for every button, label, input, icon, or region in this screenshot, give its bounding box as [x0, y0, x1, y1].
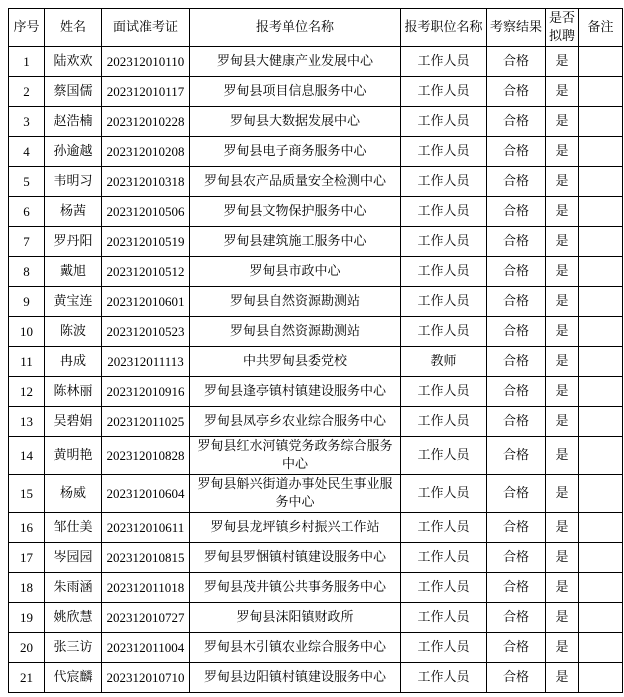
cell-unit: 罗甸县文物保护服务中心 [190, 197, 401, 227]
cell-note [579, 573, 623, 603]
cell-result: 合格 [487, 633, 546, 663]
table-row [9, 603, 623, 633]
cell-hire: 是 [546, 257, 579, 287]
cell-unit: 罗甸县凤亭乡农业综合服务中心 [190, 407, 401, 437]
cell-unit: 罗甸县边阳镇村镇建设服务中心 [190, 663, 401, 693]
cell-result: 合格 [487, 47, 546, 77]
cell-name: 姚欣慧 [45, 603, 102, 633]
cell-note [579, 107, 623, 137]
table-row [9, 347, 623, 377]
cell-no: 19 [9, 603, 45, 633]
table-row [9, 573, 623, 603]
table-body [9, 47, 623, 693]
cell-note [579, 197, 623, 227]
cell-name: 黄明艳 [45, 437, 102, 475]
cell-unit: 罗甸县龙坪镇乡村振兴工作站 [190, 513, 401, 543]
table-row [9, 47, 623, 77]
table-row [9, 287, 623, 317]
cell-result: 合格 [487, 107, 546, 137]
cell-ticket: 202312010519 [102, 227, 190, 257]
cell-note [579, 287, 623, 317]
cell-note [579, 603, 623, 633]
table-row [9, 257, 623, 287]
table-row [9, 663, 623, 693]
cell-position: 工作人员 [401, 77, 487, 107]
cell-no: 15 [9, 475, 45, 513]
table-row [9, 377, 623, 407]
cell-position: 工作人员 [401, 287, 487, 317]
cell-ticket: 202312010523 [102, 317, 190, 347]
cell-position: 工作人员 [401, 197, 487, 227]
cell-result: 合格 [487, 137, 546, 167]
cell-ticket: 202312011113 [102, 347, 190, 377]
cell-no: 9 [9, 287, 45, 317]
cell-unit: 罗甸县自然资源勘测站 [190, 317, 401, 347]
cell-name: 陆欢欢 [45, 47, 102, 77]
cell-name: 黄宝连 [45, 287, 102, 317]
cell-ticket: 202312010318 [102, 167, 190, 197]
cell-ticket: 202312010604 [102, 475, 190, 513]
column-header-name: 姓名 [45, 9, 102, 47]
table-row [9, 197, 623, 227]
cell-position: 工作人员 [401, 603, 487, 633]
cell-note [579, 347, 623, 377]
cell-result: 合格 [487, 407, 546, 437]
cell-unit: 中共罗甸县委党校 [190, 347, 401, 377]
cell-name: 冉成 [45, 347, 102, 377]
cell-no: 21 [9, 663, 45, 693]
table-row [9, 167, 623, 197]
cell-ticket: 202312010828 [102, 437, 190, 475]
cell-result: 合格 [487, 513, 546, 543]
cell-hire: 是 [546, 377, 579, 407]
cell-ticket: 202312011018 [102, 573, 190, 603]
cell-unit: 罗甸县电子商务服务中心 [190, 137, 401, 167]
table-row [9, 107, 623, 137]
cell-note [579, 543, 623, 573]
header-row [9, 9, 623, 47]
candidates-results-table [8, 8, 623, 693]
cell-hire: 是 [546, 47, 579, 77]
cell-name: 陈林丽 [45, 377, 102, 407]
cell-position: 工作人员 [401, 227, 487, 257]
cell-result: 合格 [487, 317, 546, 347]
cell-hire: 是 [546, 603, 579, 633]
table-row [9, 513, 623, 543]
cell-ticket: 202312010228 [102, 107, 190, 137]
cell-no: 10 [9, 317, 45, 347]
cell-hire: 是 [546, 317, 579, 347]
cell-note [579, 137, 623, 167]
cell-unit: 罗甸县市政中心 [190, 257, 401, 287]
cell-unit: 罗甸县沫阳镇财政所 [190, 603, 401, 633]
cell-ticket: 202312011025 [102, 407, 190, 437]
cell-unit: 罗甸县大数据发展中心 [190, 107, 401, 137]
cell-no: 16 [9, 513, 45, 543]
cell-no: 11 [9, 347, 45, 377]
column-header-hire: 是否拟聘 [546, 9, 579, 47]
cell-result: 合格 [487, 257, 546, 287]
cell-result: 合格 [487, 377, 546, 407]
cell-hire: 是 [546, 407, 579, 437]
cell-ticket: 202312010208 [102, 137, 190, 167]
cell-position: 工作人员 [401, 475, 487, 513]
cell-position: 工作人员 [401, 137, 487, 167]
cell-ticket: 202312010710 [102, 663, 190, 693]
cell-ticket: 202312010110 [102, 47, 190, 77]
cell-no: 1 [9, 47, 45, 77]
cell-note [579, 257, 623, 287]
cell-note [579, 407, 623, 437]
cell-position: 工作人员 [401, 513, 487, 543]
cell-name: 杨茜 [45, 197, 102, 227]
column-header-position: 报考职位名称 [401, 9, 487, 47]
cell-hire: 是 [546, 437, 579, 475]
cell-name: 代宸麟 [45, 663, 102, 693]
cell-no: 14 [9, 437, 45, 475]
cell-no: 6 [9, 197, 45, 227]
cell-hire: 是 [546, 137, 579, 167]
cell-note [579, 77, 623, 107]
cell-unit: 罗甸县自然资源勘测站 [190, 287, 401, 317]
cell-ticket: 202312010117 [102, 77, 190, 107]
cell-position: 教师 [401, 347, 487, 377]
column-header-ticket: 面试准考证 [102, 9, 190, 47]
cell-position: 工作人员 [401, 167, 487, 197]
cell-unit: 罗甸县建筑施工服务中心 [190, 227, 401, 257]
cell-no: 17 [9, 543, 45, 573]
table-row [9, 475, 623, 513]
cell-note [579, 633, 623, 663]
cell-hire: 是 [546, 573, 579, 603]
column-header-unit: 报考单位名称 [190, 9, 401, 47]
cell-name: 赵浩楠 [45, 107, 102, 137]
cell-position: 工作人员 [401, 377, 487, 407]
cell-name: 岑园园 [45, 543, 102, 573]
cell-unit: 罗甸县茂井镇公共事务服务中心 [190, 573, 401, 603]
table-row [9, 407, 623, 437]
cell-result: 合格 [487, 475, 546, 513]
table-row [9, 543, 623, 573]
cell-result: 合格 [487, 573, 546, 603]
cell-no: 18 [9, 573, 45, 603]
cell-no: 13 [9, 407, 45, 437]
cell-result: 合格 [487, 227, 546, 257]
cell-no: 8 [9, 257, 45, 287]
cell-name: 孙逾越 [45, 137, 102, 167]
cell-hire: 是 [546, 347, 579, 377]
cell-name: 蔡国儒 [45, 77, 102, 107]
cell-hire: 是 [546, 167, 579, 197]
table-row [9, 633, 623, 663]
table-row [9, 137, 623, 167]
cell-position: 工作人员 [401, 47, 487, 77]
cell-no: 4 [9, 137, 45, 167]
cell-position: 工作人员 [401, 573, 487, 603]
cell-position: 工作人员 [401, 317, 487, 347]
cell-hire: 是 [546, 475, 579, 513]
cell-result: 合格 [487, 77, 546, 107]
cell-no: 7 [9, 227, 45, 257]
cell-hire: 是 [546, 543, 579, 573]
cell-unit: 罗甸县斛兴街道办事处民生事业服务中心 [190, 475, 401, 513]
cell-position: 工作人员 [401, 543, 487, 573]
column-header-note: 备注 [579, 9, 623, 47]
cell-note [579, 475, 623, 513]
cell-hire: 是 [546, 77, 579, 107]
cell-result: 合格 [487, 287, 546, 317]
cell-ticket: 202312010601 [102, 287, 190, 317]
cell-no: 3 [9, 107, 45, 137]
cell-result: 合格 [487, 197, 546, 227]
cell-position: 工作人员 [401, 107, 487, 137]
cell-result: 合格 [487, 437, 546, 475]
cell-ticket: 202312010506 [102, 197, 190, 227]
cell-ticket: 202312010611 [102, 513, 190, 543]
cell-no: 20 [9, 633, 45, 663]
column-header-result: 考察结果 [487, 9, 546, 47]
cell-name: 杨威 [45, 475, 102, 513]
table-row [9, 317, 623, 347]
cell-no: 5 [9, 167, 45, 197]
cell-unit: 罗甸县大健康产业发展中心 [190, 47, 401, 77]
table-row [9, 437, 623, 475]
cell-unit: 罗甸县项目信息服务中心 [190, 77, 401, 107]
cell-hire: 是 [546, 197, 579, 227]
cell-unit: 罗甸县逢亭镇村镇建设服务中心 [190, 377, 401, 407]
cell-name: 邹仕美 [45, 513, 102, 543]
cell-name: 朱雨涵 [45, 573, 102, 603]
cell-position: 工作人员 [401, 663, 487, 693]
cell-note [579, 317, 623, 347]
cell-ticket: 202312010815 [102, 543, 190, 573]
cell-position: 工作人员 [401, 437, 487, 475]
cell-position: 工作人员 [401, 407, 487, 437]
cell-unit: 罗甸县农产品质量安全检测中心 [190, 167, 401, 197]
cell-no: 12 [9, 377, 45, 407]
cell-note [579, 513, 623, 543]
cell-hire: 是 [546, 107, 579, 137]
cell-name: 吴碧娟 [45, 407, 102, 437]
cell-result: 合格 [487, 167, 546, 197]
cell-note [579, 663, 623, 693]
cell-result: 合格 [487, 603, 546, 633]
cell-hire: 是 [546, 287, 579, 317]
cell-hire: 是 [546, 633, 579, 663]
cell-no: 2 [9, 77, 45, 107]
cell-unit: 罗甸县红水河镇党务政务综合服务中心 [190, 437, 401, 475]
table-row [9, 77, 623, 107]
cell-name: 戴旭 [45, 257, 102, 287]
cell-position: 工作人员 [401, 633, 487, 663]
cell-ticket: 202312010727 [102, 603, 190, 633]
cell-ticket: 202312010916 [102, 377, 190, 407]
cell-note [579, 227, 623, 257]
cell-name: 陈波 [45, 317, 102, 347]
cell-ticket: 202312011004 [102, 633, 190, 663]
cell-hire: 是 [546, 663, 579, 693]
cell-name: 罗丹阳 [45, 227, 102, 257]
cell-result: 合格 [487, 663, 546, 693]
cell-hire: 是 [546, 227, 579, 257]
cell-note [579, 47, 623, 77]
column-header-no: 序号 [9, 9, 45, 47]
cell-note [579, 377, 623, 407]
cell-note [579, 437, 623, 475]
table-row [9, 227, 623, 257]
cell-result: 合格 [487, 347, 546, 377]
cell-position: 工作人员 [401, 257, 487, 287]
cell-note [579, 167, 623, 197]
cell-name: 张三访 [45, 633, 102, 663]
cell-name: 韦明习 [45, 167, 102, 197]
cell-result: 合格 [487, 543, 546, 573]
cell-unit: 罗甸县木引镇农业综合服务中心 [190, 633, 401, 663]
cell-hire: 是 [546, 513, 579, 543]
cell-unit: 罗甸县罗悃镇村镇建设服务中心 [190, 543, 401, 573]
cell-ticket: 202312010512 [102, 257, 190, 287]
